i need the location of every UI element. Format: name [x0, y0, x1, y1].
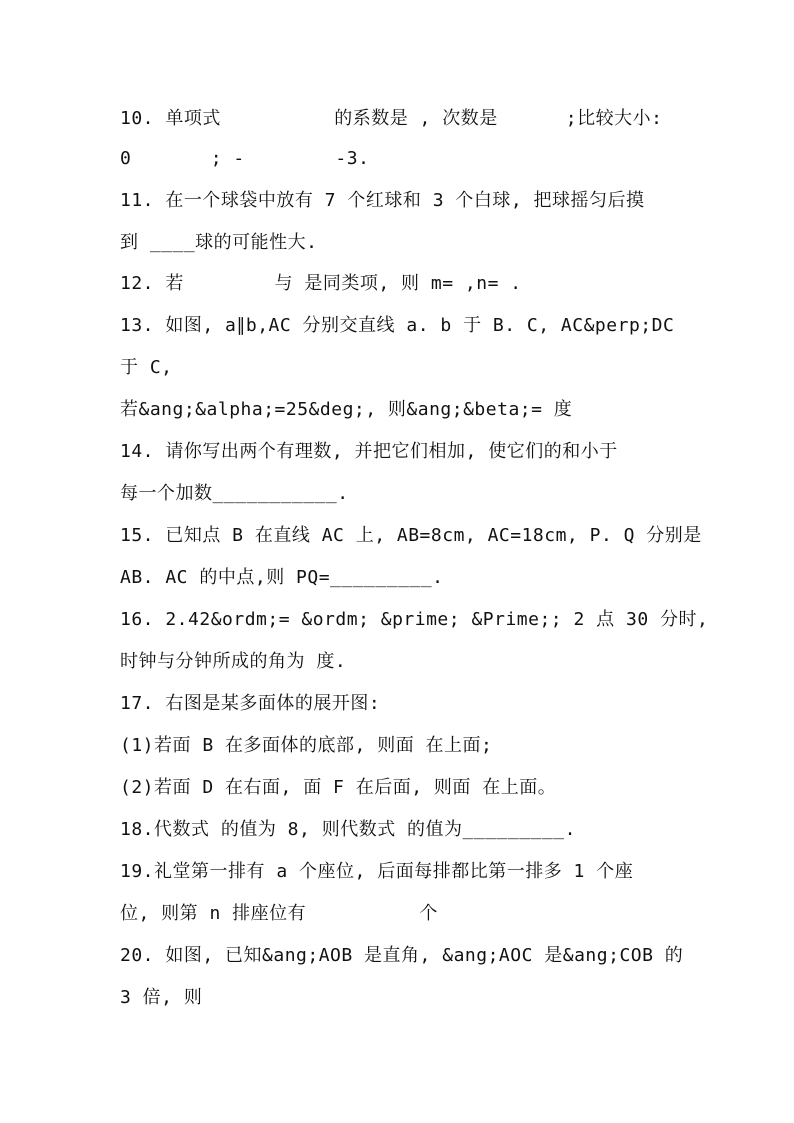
text-line-20-cont: 3 倍, 则	[120, 987, 203, 1008]
text-line-16-cont: 时钟与分钟所成的角为 度.	[120, 651, 347, 672]
text-line-13-cont: 于 C,	[120, 357, 173, 378]
text-line-18: 18.代数式 的值为 8, 则代数式 的值为_________.	[120, 819, 576, 840]
text-line-10-cont: 0 ; - -3.	[120, 148, 370, 169]
text-line-10: 10. 单项式 的系数是 , 次数是 ;比较大小:	[120, 108, 663, 129]
text-line-16: 16. 2.42&ordm;= &ordm; &prime; &Prime;; 2 点 30 分时,	[120, 609, 709, 630]
text-line-17-2: (2)若面 D 在右面, 面 F 在后面, 则面 在上面。	[120, 777, 557, 798]
text-line-17-1: (1)若面 B 在多面体的底部, 则面 在上面;	[120, 735, 493, 756]
text-line-11: 11. 在一个球袋中放有 7 个红球和 3 个白球, 把球摇匀后摸	[120, 190, 645, 211]
text-line-19-cont: 位, 则第 n 排座位有 个	[120, 903, 439, 924]
text-line-17: 17. 右图是某多面体的展开图:	[120, 693, 381, 714]
text-line-19: 19.礼堂第一排有 a 个座位, 后面每排都比第一排多 1 个座	[120, 861, 634, 882]
text-line-14: 14. 请你写出两个有理数, 并把它们相加, 使它们的和小于	[120, 441, 618, 462]
text-line-13: 13. 如图, a∥b,AC 分别交直线 a. b 于 B. C, AC&perp;DC	[120, 315, 675, 336]
text-line-12: 12. 若 与 是同类项, 则 m= ,n= .	[120, 273, 522, 294]
text-line-15: 15. 已知点 B 在直线 AC 上, AB=8cm, AC=18cm, P. Q 分别是	[120, 525, 702, 546]
text-line-13-cont2: 若&ang;&alpha;=25&deg;, 则&ang;&beta;= 度	[120, 399, 573, 420]
text-line-15-cont: AB. AC 的中点,则 PQ=_________.	[120, 567, 444, 588]
text-line-11-cont: 到 ____球的可能性大.	[120, 232, 318, 253]
text-line-14-cont: 每一个加数___________.	[120, 483, 349, 504]
text-line-20: 20. 如图, 已知&ang;AOB 是直角, &ang;AOC 是&ang;COB 的	[120, 945, 684, 966]
